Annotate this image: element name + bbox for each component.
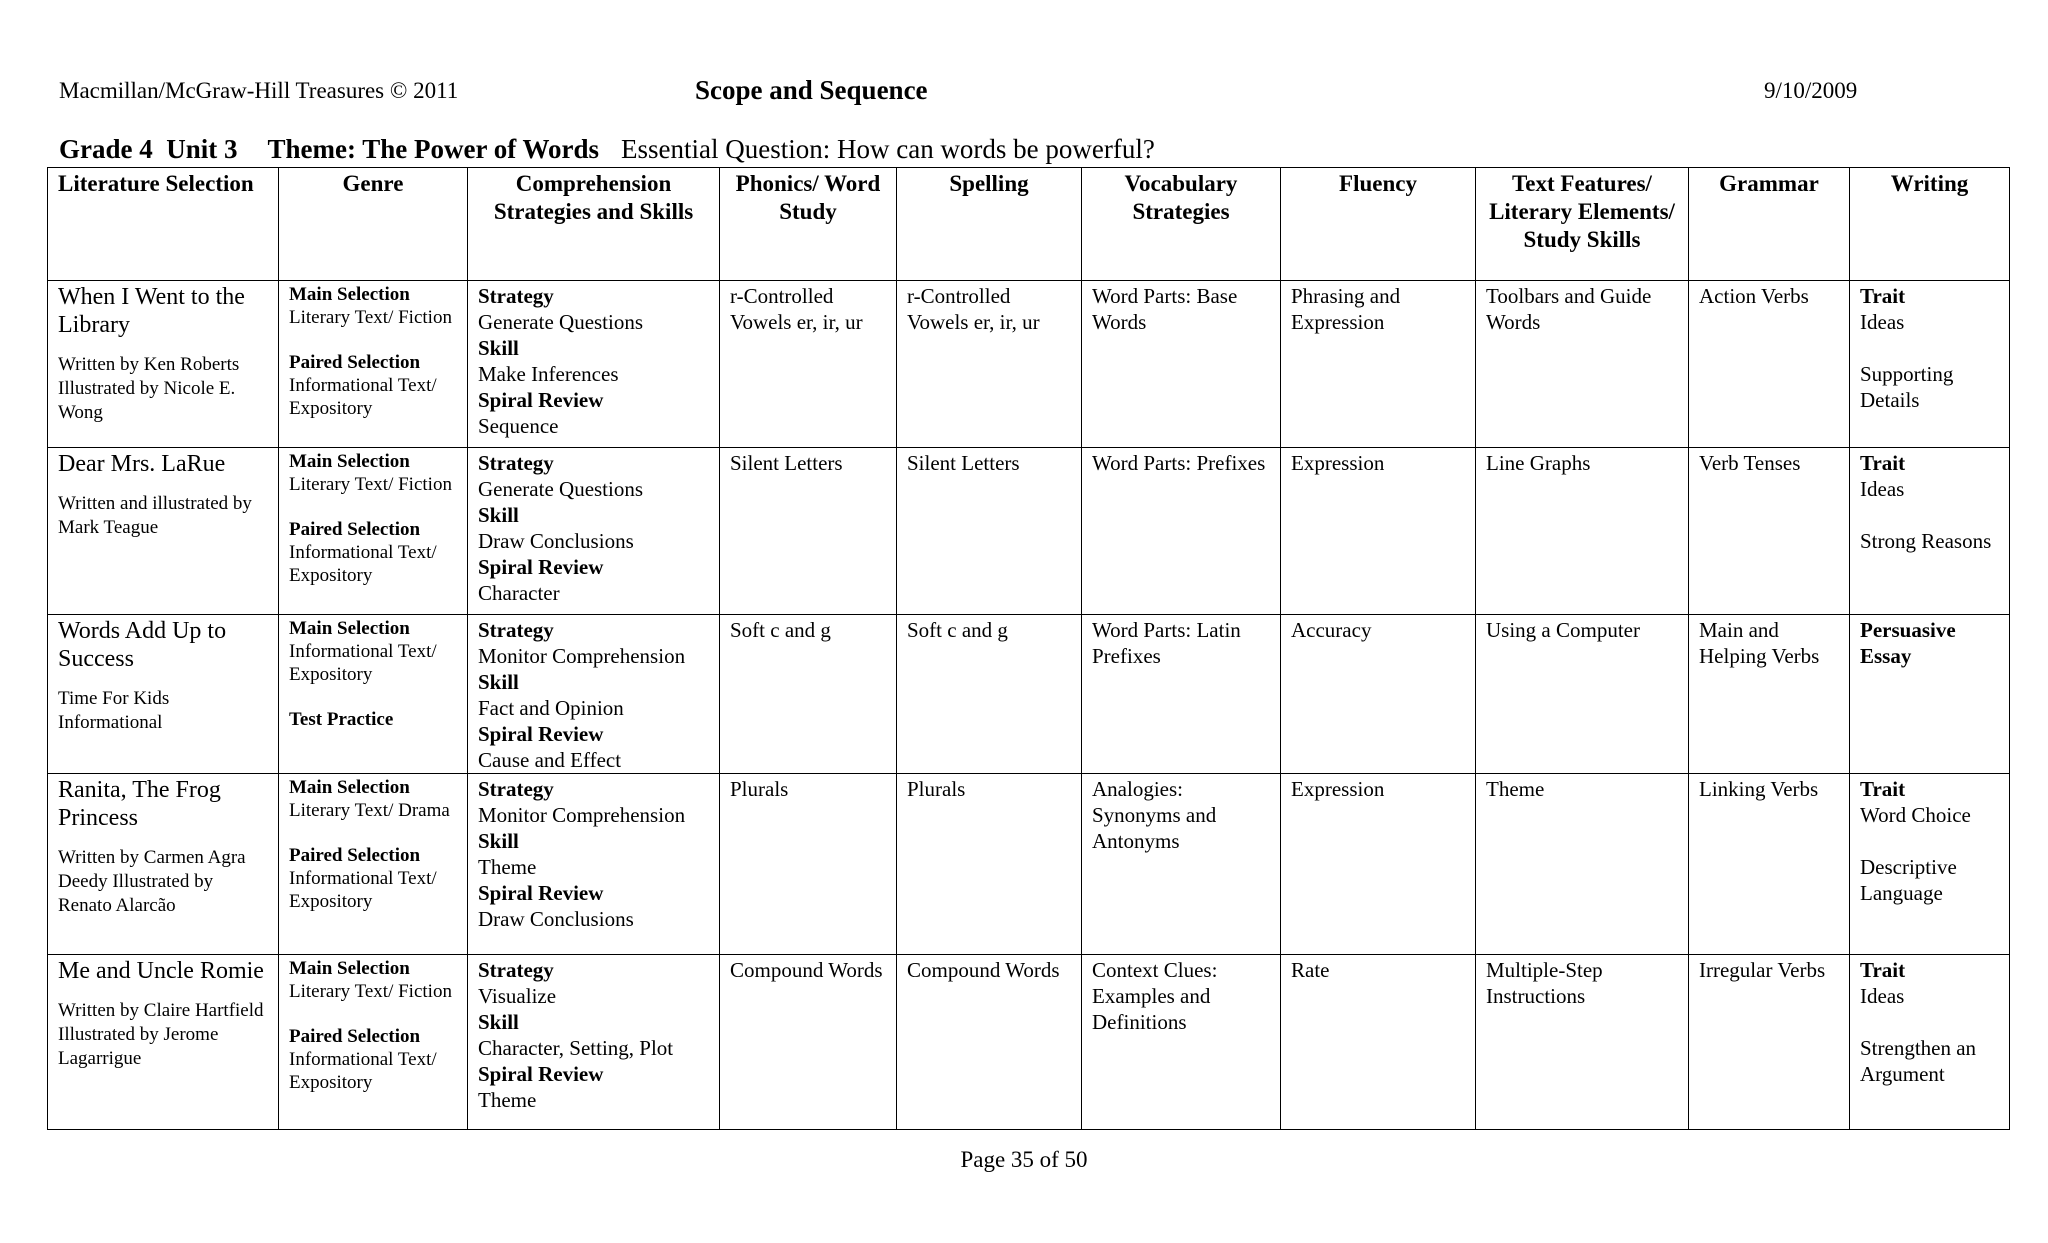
strategy-label: Strategy bbox=[478, 284, 554, 308]
table-row bbox=[48, 615, 2010, 774]
spelling-cell: Soft c and g bbox=[897, 615, 1082, 774]
genre-cell bbox=[279, 448, 468, 615]
column-header: Vocabulary Strategies bbox=[1082, 168, 1281, 281]
writing-cell bbox=[1850, 281, 2010, 448]
writing-trait: Ideas bbox=[1860, 477, 1905, 501]
genre-second-label: Paired Selection bbox=[289, 352, 421, 373]
comprehension-cell bbox=[468, 448, 720, 615]
genre-cell bbox=[279, 774, 468, 955]
selection-title: When I Went to the Library bbox=[58, 284, 245, 338]
text-features-cell: Multiple-Step Instructions bbox=[1476, 955, 1689, 1130]
spelling-cell: Silent Letters bbox=[897, 448, 1082, 615]
genre-second: Informational Text/ Expository bbox=[289, 375, 437, 419]
column-header: Phonics/ Word Study bbox=[720, 168, 897, 281]
selection-author: Written by Ken Roberts Illustrated by Nicole E. Wong bbox=[58, 354, 240, 423]
grammar-cell: Main and Helping Verbs bbox=[1689, 615, 1850, 774]
scope-sequence-table bbox=[47, 167, 2010, 1130]
strategy: Generate Questions bbox=[478, 310, 644, 334]
strategy: Visualize bbox=[478, 984, 557, 1008]
spiral-review: Cause and Effect bbox=[478, 748, 622, 772]
skill-label: Skill bbox=[478, 670, 519, 694]
column-header: Text Features/ Literary Elements/ Study Skills bbox=[1476, 168, 1689, 281]
literature-cell bbox=[48, 281, 279, 448]
genre-cell bbox=[279, 281, 468, 448]
spiral-review-label: Spiral Review bbox=[478, 555, 604, 579]
table-row bbox=[48, 955, 2010, 1130]
writing-focus: Supporting Details bbox=[1860, 362, 1954, 412]
writing-cell bbox=[1850, 955, 2010, 1130]
selection-title: Words Add Up to Success bbox=[58, 618, 227, 672]
phonics-cell: r-Controlled Vowels er, ir, ur bbox=[720, 281, 897, 448]
skill-label: Skill bbox=[478, 829, 519, 853]
strategy: Monitor Comprehension bbox=[478, 644, 686, 668]
strategy-label: Strategy bbox=[478, 958, 554, 982]
genre-cell bbox=[279, 615, 468, 774]
phonics-cell: Soft c and g bbox=[720, 615, 897, 774]
text-features-cell: Using a Computer bbox=[1476, 615, 1689, 774]
writing-trait: Word Choice bbox=[1860, 803, 1971, 827]
writing-label: Trait bbox=[1860, 958, 1906, 982]
genre-main-label: Main Selection bbox=[289, 284, 410, 305]
strategy: Monitor Comprehension bbox=[478, 803, 686, 827]
genre-main-label: Main Selection bbox=[289, 958, 410, 979]
fluency-cell: Phrasing and Expression bbox=[1281, 281, 1476, 448]
spiral-review-label: Spiral Review bbox=[478, 881, 604, 905]
comprehension-cell bbox=[468, 955, 720, 1130]
spelling-cell: r-Controlled Vowels er, ir, ur bbox=[897, 281, 1082, 448]
skill: Theme bbox=[478, 855, 537, 879]
table-row bbox=[48, 281, 2010, 448]
fluency-cell: Expression bbox=[1281, 448, 1476, 615]
literature-cell bbox=[48, 448, 279, 615]
table-row bbox=[48, 774, 2010, 955]
writing-cell bbox=[1850, 774, 2010, 955]
text-features-cell: Line Graphs bbox=[1476, 448, 1689, 615]
selection-title: Ranita, The Frog Princess bbox=[58, 777, 221, 831]
writing-focus: Descriptive Language bbox=[1860, 855, 1957, 905]
fluency-cell: Expression bbox=[1281, 774, 1476, 955]
writing-cell bbox=[1850, 448, 2010, 615]
writing-trait: Ideas bbox=[1860, 984, 1905, 1008]
unit-heading bbox=[59, 134, 1155, 165]
writing-focus: Strengthen an Argument bbox=[1860, 1036, 1977, 1086]
genre-second: Informational Text/ Expository bbox=[289, 542, 437, 586]
genre-second-label: Paired Selection bbox=[289, 519, 421, 540]
writing-label: Trait bbox=[1860, 451, 1906, 475]
spiral-review: Sequence bbox=[478, 414, 559, 438]
genre-main-label: Main Selection bbox=[289, 451, 410, 472]
genre-main: Literary Text/ Fiction bbox=[289, 474, 452, 495]
comprehension-cell bbox=[468, 774, 720, 955]
genre-second: Informational Text/ Expository bbox=[289, 868, 437, 912]
skill: Make Inferences bbox=[478, 362, 619, 386]
selection-author: Written by Claire Hartfield Illustrated by Jerome Lagarrigue bbox=[58, 1000, 264, 1069]
essential-question: Essential Question: How can words be powerful? bbox=[621, 134, 1155, 164]
column-header: Spelling bbox=[897, 168, 1082, 281]
grammar-cell: Linking Verbs bbox=[1689, 774, 1850, 955]
comprehension-cell bbox=[468, 281, 720, 448]
column-header: Comprehension Strategies and Skills bbox=[468, 168, 720, 281]
genre-cell bbox=[279, 955, 468, 1130]
spiral-review: Character bbox=[478, 581, 560, 605]
grade-unit: Grade 4 Unit 3 bbox=[59, 134, 238, 164]
literature-cell bbox=[48, 774, 279, 955]
skill: Character, Setting, Plot bbox=[478, 1036, 674, 1060]
genre-second-label: Paired Selection bbox=[289, 845, 421, 866]
genre-second-label: Test Practice bbox=[289, 709, 394, 730]
publisher-line: Macmillan/McGraw-Hill Treasures © 2011 bbox=[59, 78, 459, 103]
spiral-review: Draw Conclusions bbox=[478, 907, 634, 931]
genre-main-label: Main Selection bbox=[289, 777, 410, 798]
skill: Draw Conclusions bbox=[478, 529, 634, 553]
column-header: Literature Selection bbox=[48, 168, 279, 281]
skill-label: Skill bbox=[478, 503, 519, 527]
page-number: Page 35 of 50 bbox=[960, 1147, 1088, 1172]
column-header: Genre bbox=[279, 168, 468, 281]
strategy-label: Strategy bbox=[478, 451, 554, 475]
vocabulary-cell: Word Parts: Prefixes bbox=[1082, 448, 1281, 615]
vocabulary-cell: Analogies: Synonyms and Antonyms bbox=[1082, 774, 1281, 955]
vocabulary-cell: Word Parts: Latin Prefixes bbox=[1082, 615, 1281, 774]
writing-focus: Strong Reasons bbox=[1860, 529, 1992, 553]
writing-label: Persuasive Essay bbox=[1860, 618, 1956, 668]
phonics-cell: Compound Words bbox=[720, 955, 897, 1130]
genre-second: Informational Text/ Expository bbox=[289, 1049, 437, 1093]
spiral-review: Theme bbox=[478, 1088, 537, 1112]
genre-main: Literary Text/ Fiction bbox=[289, 981, 452, 1002]
column-header: Fluency bbox=[1281, 168, 1476, 281]
document-title: Scope and Sequence bbox=[695, 75, 928, 105]
skill: Fact and Opinion bbox=[478, 696, 624, 720]
column-header: Grammar bbox=[1689, 168, 1850, 281]
selection-author: Time For Kids Informational bbox=[58, 688, 170, 733]
spiral-review-label: Spiral Review bbox=[478, 1062, 604, 1086]
column-header: Writing bbox=[1850, 168, 2010, 281]
grammar-cell: Action Verbs bbox=[1689, 281, 1850, 448]
writing-cell bbox=[1850, 615, 2010, 774]
writing-label: Trait bbox=[1860, 284, 1906, 308]
selection-title: Me and Uncle Romie bbox=[58, 958, 264, 984]
phonics-cell: Silent Letters bbox=[720, 448, 897, 615]
selection-author: Written and illustrated by Mark Teague bbox=[58, 493, 252, 538]
vocabulary-cell: Word Parts: Base Words bbox=[1082, 281, 1281, 448]
literature-cell bbox=[48, 955, 279, 1130]
text-features-cell: Theme bbox=[1476, 774, 1689, 955]
writing-trait: Ideas bbox=[1860, 310, 1905, 334]
genre-main: Literary Text/ Drama bbox=[289, 800, 450, 821]
selection-author: Written by Carmen Agra Deedy Illustrated by Renato Alarcão bbox=[58, 847, 246, 916]
skill-label: Skill bbox=[478, 1010, 519, 1034]
spelling-cell: Plurals bbox=[897, 774, 1082, 955]
genre-main: Informational Text/ Expository bbox=[289, 641, 437, 685]
fluency-cell: Rate bbox=[1281, 955, 1476, 1130]
document-date: 9/10/2009 bbox=[1764, 78, 1858, 103]
table-row bbox=[48, 448, 2010, 615]
skill-label: Skill bbox=[478, 336, 519, 360]
spiral-review-label: Spiral Review bbox=[478, 388, 604, 412]
grammar-cell: Verb Tenses bbox=[1689, 448, 1850, 615]
vocabulary-cell: Context Clues: Examples and Definitions bbox=[1082, 955, 1281, 1130]
comprehension-cell bbox=[468, 615, 720, 774]
unit-theme: Theme: The Power of Words bbox=[267, 134, 599, 164]
strategy-label: Strategy bbox=[478, 777, 554, 801]
strategy: Generate Questions bbox=[478, 477, 644, 501]
genre-main: Literary Text/ Fiction bbox=[289, 307, 452, 328]
grammar-cell: Irregular Verbs bbox=[1689, 955, 1850, 1130]
genre-second-label: Paired Selection bbox=[289, 1026, 421, 1047]
phonics-cell: Plurals bbox=[720, 774, 897, 955]
selection-title: Dear Mrs. LaRue bbox=[58, 451, 226, 477]
genre-main-label: Main Selection bbox=[289, 618, 410, 639]
spiral-review-label: Spiral Review bbox=[478, 722, 604, 746]
text-features-cell: Toolbars and Guide Words bbox=[1476, 281, 1689, 448]
header-row bbox=[48, 168, 2010, 281]
strategy-label: Strategy bbox=[478, 618, 554, 642]
writing-label: Trait bbox=[1860, 777, 1906, 801]
literature-cell bbox=[48, 615, 279, 774]
spelling-cell: Compound Words bbox=[897, 955, 1082, 1130]
fluency-cell: Accuracy bbox=[1281, 615, 1476, 774]
